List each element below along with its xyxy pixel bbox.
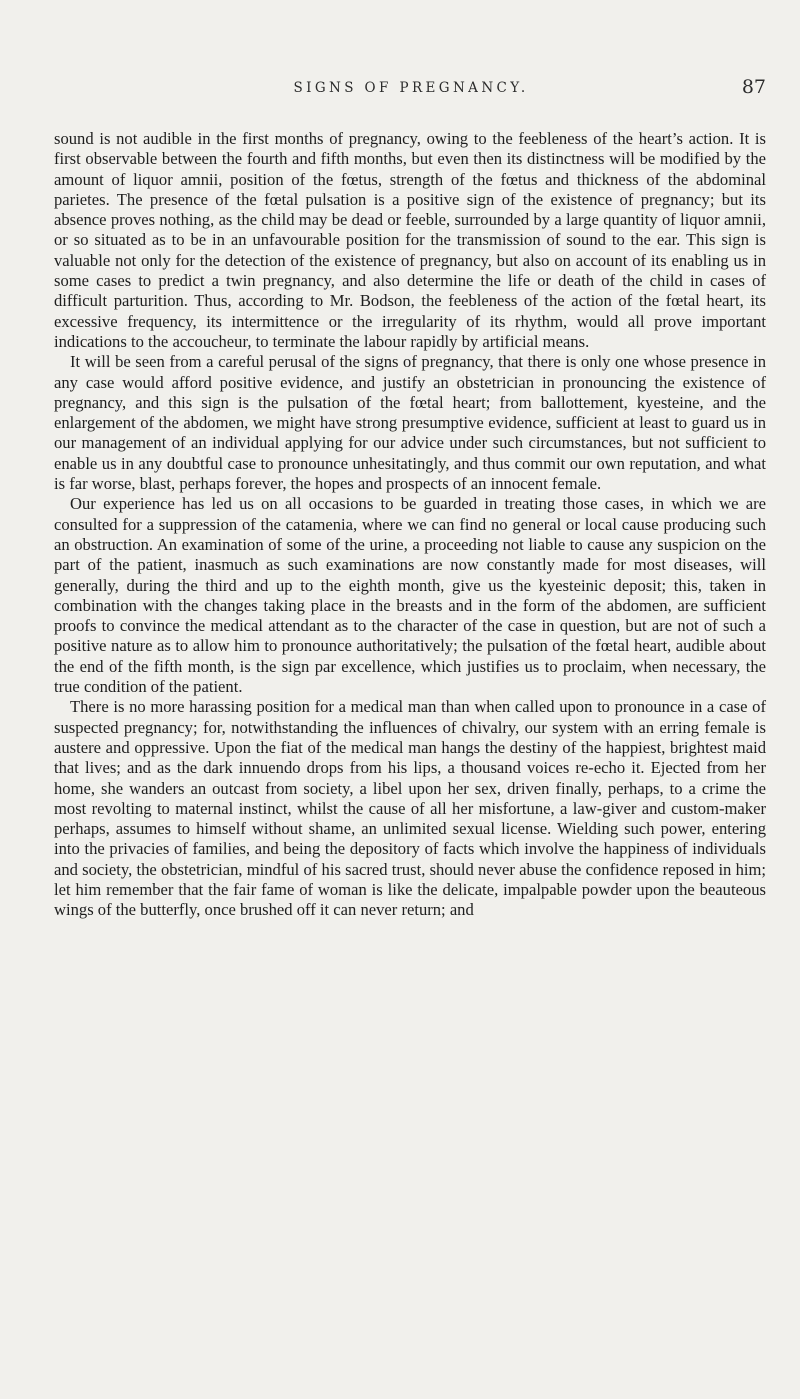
body-text xyxy=(54,129,766,921)
page-number: 87 xyxy=(741,76,766,98)
paragraph-signs-summary: It will be seen from a careful perusal of the signs of pregnancy, that there is only one whose presence in any case would afford positive evidence, and justify an obstetrician in pronouncing the existence of pregnancy, and this sign is the pulsation of the fœtal heart; from ballottement, kyesteine, and the enlargement of the abdomen, we might have strong presumptive evidence, sufficient at least to guard us in our management of an individual applying for our advice under such circumstances, but not sufficient to enable us in any doubtful case to pronounce unhesitatingly, and thus commit our own reputation, and what is far worse, blast, perhaps forever, the hopes and prospects of an innocent female. xyxy=(54,352,766,494)
running-head: SIGNS OF PREGNANCY. xyxy=(293,80,529,96)
paragraph-continuation: sound is not audible in the first months of pregnancy, owing to the feebleness of the heart’s action. It is first observable between the fourth and fifth months, but even then its distinctness will be modified by the amount of liquor amnii, position of the fœtus, strength of the fœtus and thickness of the abdominal parietes. The presence of the fœtal pulsation is a positive sign of the existence of pregnancy; but its absence proves nothing, as the child may be dead or feeble, surrounded by a large quantity of liquor amnii, or so situated as to be in an unfavourable position for the transmission of sound to the ear. This sign is valuable not only for the detection of the existence of pregnancy, but also on account of its enabling us in some cases to predict a twin pregnancy, and also determine the life or death of the child in cases of difficult parturition. Thus, according to Mr. Bodson, the feebleness of the action of the fœtal heart, its excessive frequency, its intermittence or the irregularity of its rhythm, would all prove important indications to the accoucheur, to terminate the labour rapidly by artificial means. xyxy=(54,129,766,351)
paragraph-harassing-position: There is no more harassing position for a medical man than when called upon to pronounce in a case of suspected pregnancy; for, notwithstanding the influences of chivalry, our system with an erring female is austere and oppressive. Upon the fiat of the medical man hangs the destiny of the happiest, brightest maid that lives; and as the dark innuendo drops from his lips, a thousand voices re-echo it. Ejected from her home, she wanders an outcast from society, a libel upon her sex, driven finally, perhaps, to a crime the most revolting to maternal instinct, whilst the cause of all her misfortune, a law-giver and custom-maker perhaps, assumes to himself without shame, an unlimited sexual license. Wielding such power, entering into the privacies of families, and being the depository of facts which involve the happiness of individuals and society, the obstetrician, mindful of his sacred trust, should never abuse the confidence reposed in him; let him remember that the fair fame of woman is like the delicate, impalpable powder upon the beauteous wings of the butterfly, once brushed off it can never return; and xyxy=(54,697,766,920)
paragraph-experience: Our experience has led us on all occasions to be guarded in treating those cases, in which we are consulted for a suppression of the catamenia, where we can find no general or local cause producing such an obstruction. An examination of some of the urine, a proceeding not liable to cause any suspicion on the part of the patient, inasmuch as such examinations are now constantly made for most diseases, will generally, during the third and up to the eighth month, give us the kyesteinic deposit; this, taken in combination with the changes taking place in the breasts and in the form of the abdomen, are sufficient proofs to convince the medical attendant as to the character of the case in question, but are not of such a positive nature as to allow him to pronounce authoritatively; the pulsation of the fœtal heart, audible about the end of the fifth month, is the sign par excellence, which justifies us to proclaim, when necessary, the true condition of the patient. xyxy=(54,494,766,697)
page-header xyxy=(56,76,766,104)
